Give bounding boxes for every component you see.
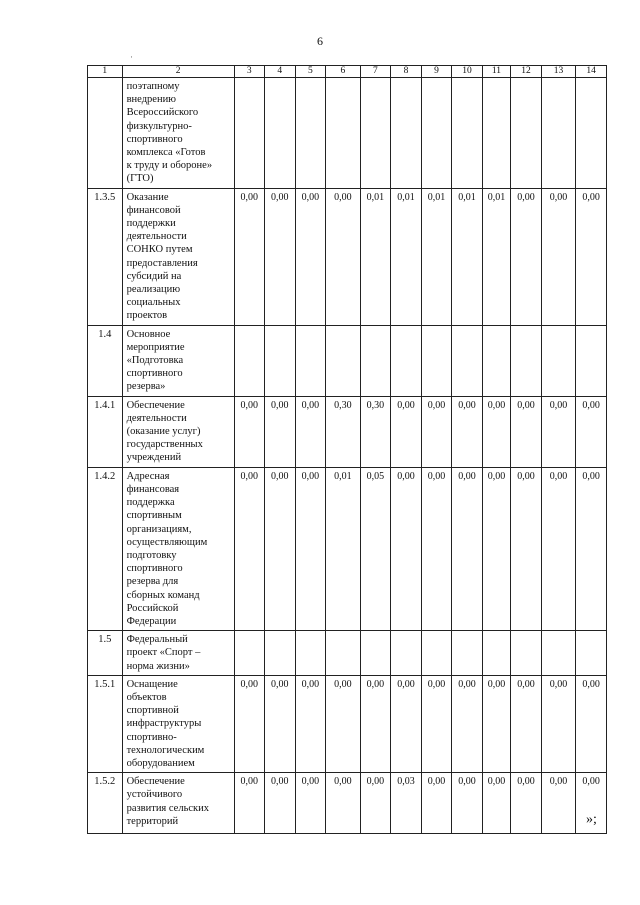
value-cell: 0,00 [234,675,265,772]
row-description: Основное мероприятие «Подготовка спортивного резерва» [122,325,234,396]
value-cell [391,325,422,396]
value-cell: 0,00 [541,188,576,325]
column-header: 14 [576,66,607,78]
column-header: 6 [326,66,361,78]
value-cell: 0,00 [511,773,542,834]
value-cell: 0,00 [576,188,607,325]
value-cell: 0,00 [234,396,265,467]
header-row [88,66,607,78]
value-cell: 0,00 [265,773,296,834]
row-number: 1.5 [88,631,123,676]
closing-quote-mark: »; [586,812,597,827]
value-cell [326,325,361,396]
value-cell: 0,00 [452,773,483,834]
value-cell [265,325,296,396]
value-cell [541,631,576,676]
value-cell [452,325,483,396]
value-cell: 0,00 [541,396,576,467]
value-cell [295,78,326,189]
value-cell: 0,03 [391,773,422,834]
value-cell: 0,00 [421,467,452,630]
value-cell: 0,00 [421,773,452,834]
value-cell: 0,00 [511,467,542,630]
value-cell: 0,01 [391,188,422,325]
value-cell [295,325,326,396]
value-cell [482,78,510,189]
value-cell: 0,00 [295,396,326,467]
budget-table [87,65,607,834]
value-cell: 0,00 [482,396,510,467]
value-cell: 0,00 [265,188,296,325]
value-cell [391,631,422,676]
value-cell: 0,00 [391,467,422,630]
value-cell: 0,00 [576,773,607,834]
value-cell [511,631,542,676]
row-number: 1.4 [88,325,123,396]
value-cell: 0,00 [576,396,607,467]
value-cell: 0,00 [295,467,326,630]
row-number: 1.4.1 [88,396,123,467]
value-cell [452,631,483,676]
value-cell: 0,30 [326,396,361,467]
value-cell [511,78,542,189]
value-cell: 0,00 [326,675,361,772]
column-header: 8 [391,66,422,78]
value-cell [234,325,265,396]
column-header: 7 [360,66,391,78]
value-cell [234,631,265,676]
value-cell [265,78,296,189]
value-cell: 0,00 [326,188,361,325]
value-cell [421,325,452,396]
value-cell: 0,00 [295,188,326,325]
table-row [88,396,607,467]
value-cell: 0,00 [482,675,510,772]
row-description: Федеральный проект «Спорт – норма жизни» [122,631,234,676]
row-description: поэтапному внедрению Всероссийского физкультурно- спортивного комплекса «Готов к труду и обороне» (ГТО) [122,78,234,189]
value-cell: 0,00 [265,467,296,630]
table-row [88,325,607,396]
page-number: 6 [317,34,323,48]
value-cell: 0,00 [265,675,296,772]
value-cell: 0,00 [234,773,265,834]
value-cell [360,631,391,676]
value-cell: 0,00 [421,396,452,467]
value-cell: 0,00 [360,675,391,772]
value-cell [421,631,452,676]
table-row [88,675,607,772]
row-description: Адресная финансовая поддержка спортивным организациям, осуществляющим подготовку спортивного резерва для сборных команд Российской Федерации [122,467,234,630]
value-cell [541,78,576,189]
value-cell: 0,00 [295,773,326,834]
column-header: 13 [541,66,576,78]
column-header: 2 [122,66,234,78]
value-cell: 0,01 [482,188,510,325]
value-cell [326,78,361,189]
value-cell: 0,01 [360,188,391,325]
value-cell: 0,01 [452,188,483,325]
value-cell: 0,00 [511,188,542,325]
value-cell: 0,00 [391,675,422,772]
column-header: 11 [482,66,510,78]
value-cell [265,631,296,676]
scan-mark: · [130,52,133,62]
value-cell: 0,00 [541,773,576,834]
value-cell [391,78,422,189]
value-cell [421,78,452,189]
value-cell: 0,00 [576,675,607,772]
row-description: Обеспечение деятельности (оказание услуг) государственных учреждений [122,396,234,467]
value-cell [326,631,361,676]
row-description: Обеспечение устойчивого развития сельских территорий [122,773,234,834]
row-description: Оснащение объектов спортивной инфраструктуры спортивно- технологическим оборудованием [122,675,234,772]
column-header: 5 [295,66,326,78]
value-cell: 0,00 [234,467,265,630]
value-cell [482,325,510,396]
table-row [88,188,607,325]
column-header: 9 [421,66,452,78]
value-cell: 0,00 [541,675,576,772]
value-cell: 0,05 [360,467,391,630]
value-cell [452,78,483,189]
row-number: 1.5.1 [88,675,123,772]
table-row [88,631,607,676]
value-cell: 0,00 [482,773,510,834]
value-cell: 0,00 [452,467,483,630]
value-cell: 0,00 [511,675,542,772]
value-cell [360,78,391,189]
table-row [88,78,607,189]
column-header: 12 [511,66,542,78]
row-number: 1.3.5 [88,188,123,325]
value-cell: 0,30 [360,396,391,467]
value-cell: 0,00 [391,396,422,467]
value-cell: 0,00 [265,396,296,467]
value-cell: 0,00 [295,675,326,772]
value-cell: 0,01 [421,188,452,325]
value-cell: 0,01 [326,467,361,630]
value-cell: 0,00 [541,467,576,630]
column-header: 4 [265,66,296,78]
value-cell [576,631,607,676]
value-cell [482,631,510,676]
column-header: 1 [88,66,123,78]
value-cell: 0,00 [360,773,391,834]
value-cell: 0,00 [452,396,483,467]
table-row [88,773,607,834]
row-number [88,78,123,189]
value-cell [234,78,265,189]
value-cell: 0,00 [511,396,542,467]
value-cell: 0,00 [576,467,607,630]
value-cell [541,325,576,396]
column-header: 3 [234,66,265,78]
value-cell [360,325,391,396]
value-cell [576,78,607,189]
table-row [88,467,607,630]
value-cell: 0,00 [326,773,361,834]
row-number: 1.5.2 [88,773,123,834]
value-cell: 0,00 [482,467,510,630]
value-cell [511,325,542,396]
value-cell: 0,00 [421,675,452,772]
value-cell: 0,00 [234,188,265,325]
value-cell [295,631,326,676]
row-description: Оказание финансовой поддержки деятельности СОНКО путем предоставления субсидий на реализацию социальных проектов [122,188,234,325]
value-cell: 0,00 [452,675,483,772]
row-number: 1.4.2 [88,467,123,630]
value-cell [576,325,607,396]
table-body [88,66,607,834]
column-header: 10 [452,66,483,78]
